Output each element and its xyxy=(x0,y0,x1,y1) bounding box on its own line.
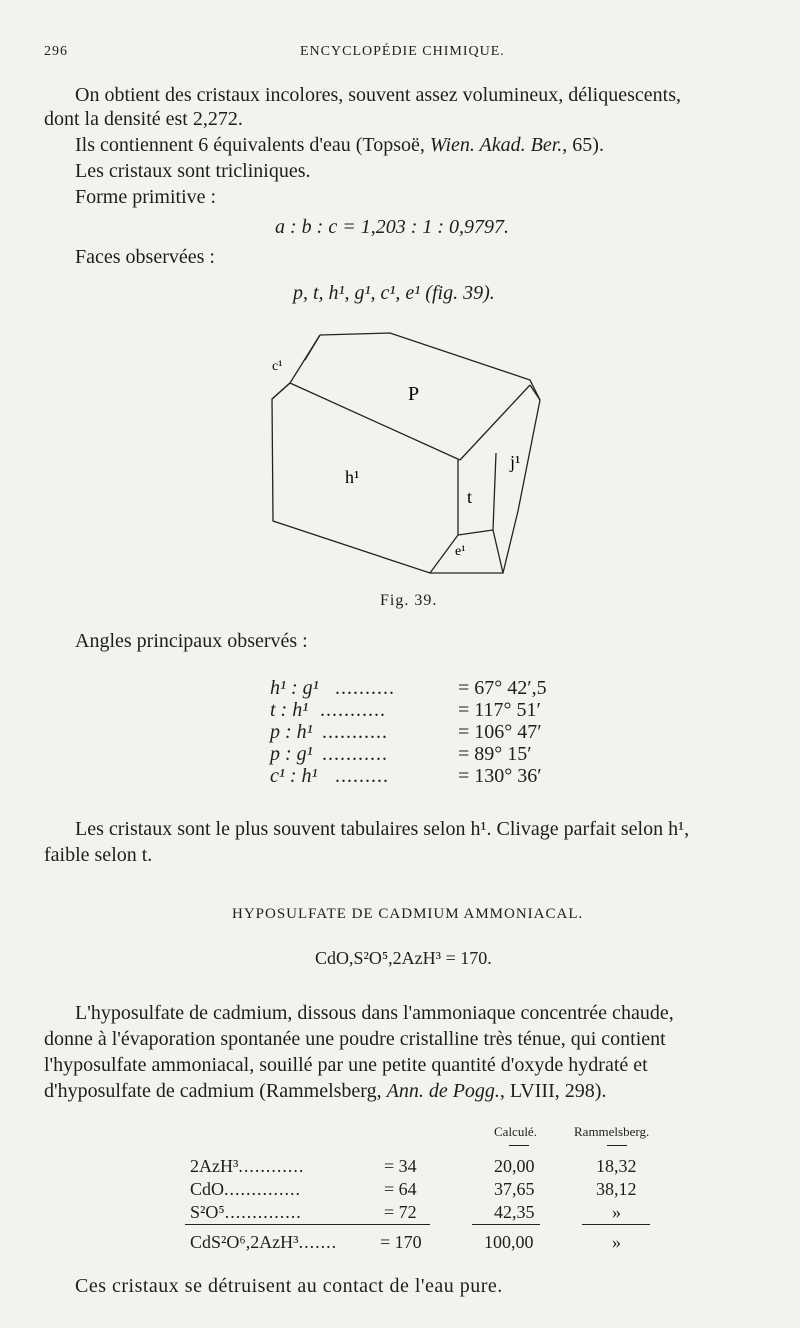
leader-dots: ......... xyxy=(335,765,389,787)
col-header-calcule: Calculé. xyxy=(494,1124,537,1139)
row-calc: 37,65 xyxy=(494,1179,535,1199)
crystal-figure xyxy=(260,325,560,587)
angle-value: = 130° 36′ xyxy=(458,765,542,787)
row-eq: = 64 xyxy=(384,1179,417,1199)
row-eq: = 72 xyxy=(384,1202,417,1222)
faces-list: p, t, h¹, g¹, c¹, e¹ (fig. 39). xyxy=(293,282,495,304)
row-calc: 100,00 xyxy=(484,1232,534,1252)
face-label-p: P xyxy=(408,383,420,405)
table-total-row: CdS²O⁶,2AzH³....... xyxy=(190,1232,338,1252)
intro-line-3: Ils contiennent 6 équivalents d'eau (Topsoë, Wien. Akad. Ber., 65). xyxy=(75,134,604,156)
face-label-e1: e¹ xyxy=(455,544,466,559)
intro-line-2: dont la densité est 2,272. xyxy=(44,108,243,130)
section-line-2: donne à l'évaporation spontanée une poudre cristalline très ténue, qui contient xyxy=(44,1028,666,1050)
intro-line-1: On obtient des cristaux incolores, souvent assez volumineux, déliquescents, xyxy=(75,84,681,106)
running-title: ENCYCLOPÉDIE CHIMIQUE. xyxy=(300,44,505,59)
leader-dots: ........... xyxy=(322,721,388,743)
row-ramm: 18,32 xyxy=(596,1156,637,1176)
figure-caption: Fig. 39. xyxy=(380,592,438,609)
header-dash xyxy=(509,1145,529,1146)
row-eq: = 34 xyxy=(384,1156,417,1176)
tabular-line-1: Les cristaux sont le plus souvent tabulaires selon h¹. Clivage parfait selon h¹, xyxy=(75,818,690,840)
row-calc: 20,00 xyxy=(494,1156,535,1176)
angle-pair: p : h¹ xyxy=(270,721,313,743)
section-line-1: L'hyposulfate de cadmium, dissous dans l'ammoniaque concentrée chaude, xyxy=(75,1002,674,1024)
section-line-4: d'hyposulfate de cadmium (Rammelsberg, Ann. de Pogg., LVIII, 298). xyxy=(44,1080,607,1102)
angle-pair: c¹ : h¹ xyxy=(270,765,318,787)
sum-rule xyxy=(472,1224,540,1225)
row-calc: 42,35 xyxy=(494,1202,535,1222)
section-line-3: l'hyposulfate ammoniacal, souillé par une petite quantité d'oxyde hydraté et xyxy=(44,1054,648,1076)
page-number: 296 xyxy=(44,44,68,59)
leader-dots: ........... xyxy=(322,743,388,765)
primitive-form-label: Forme primitive : xyxy=(75,186,217,208)
intro-line-4: Les cristaux sont tricliniques. xyxy=(75,160,311,182)
angle-value: = 89° 15′ xyxy=(458,743,532,765)
row-ramm: » xyxy=(612,1202,621,1222)
row-ramm: 38,12 xyxy=(596,1179,637,1199)
col-header-rammelsberg: Rammelsberg. xyxy=(574,1124,650,1139)
axial-ratio: a : b : c = 1,203 : 1 : 0,9797. xyxy=(275,216,510,238)
angles-title: Angles principaux observés : xyxy=(75,630,308,652)
faces-label: Faces observées : xyxy=(75,246,215,268)
angle-pair: t : h¹ xyxy=(270,699,309,721)
closing-line: Ces cristaux se détruisent au contact de l'eau pure. xyxy=(75,1275,503,1297)
angle-pair: p : g¹ xyxy=(270,743,313,765)
tabular-line-2: faible selon t. xyxy=(44,844,153,866)
angle-value: = 67° 42′,5 xyxy=(458,677,547,699)
row-ramm: » xyxy=(612,1232,621,1252)
table-row: CdO.............. xyxy=(190,1179,302,1199)
face-label-t: t xyxy=(467,487,473,507)
leader-dots: .......... xyxy=(335,677,395,699)
angle-value: = 117° 51′ xyxy=(458,699,541,721)
angle-pair: h¹ : g¹ xyxy=(270,677,319,699)
row-eq: = 170 xyxy=(380,1232,422,1252)
section-title: HYPOSULFATE DE CADMIUM AMMONIACAL. xyxy=(232,906,584,922)
header-dash xyxy=(607,1145,627,1146)
face-label-c1: c¹ xyxy=(272,359,283,374)
table-row: S²O⁵.............. xyxy=(190,1202,302,1222)
face-label-h1: h¹ xyxy=(345,467,360,487)
table-row: 2AzH³............ xyxy=(190,1156,305,1176)
section-formula: CdO,S²O⁵,2AzH³ = 170. xyxy=(315,948,492,968)
sum-rule xyxy=(185,1224,430,1225)
leader-dots: ........... xyxy=(320,699,386,721)
face-label-j1: j¹ xyxy=(510,452,521,472)
sum-rule xyxy=(582,1224,650,1225)
angle-value: = 106° 47′ xyxy=(458,721,542,743)
